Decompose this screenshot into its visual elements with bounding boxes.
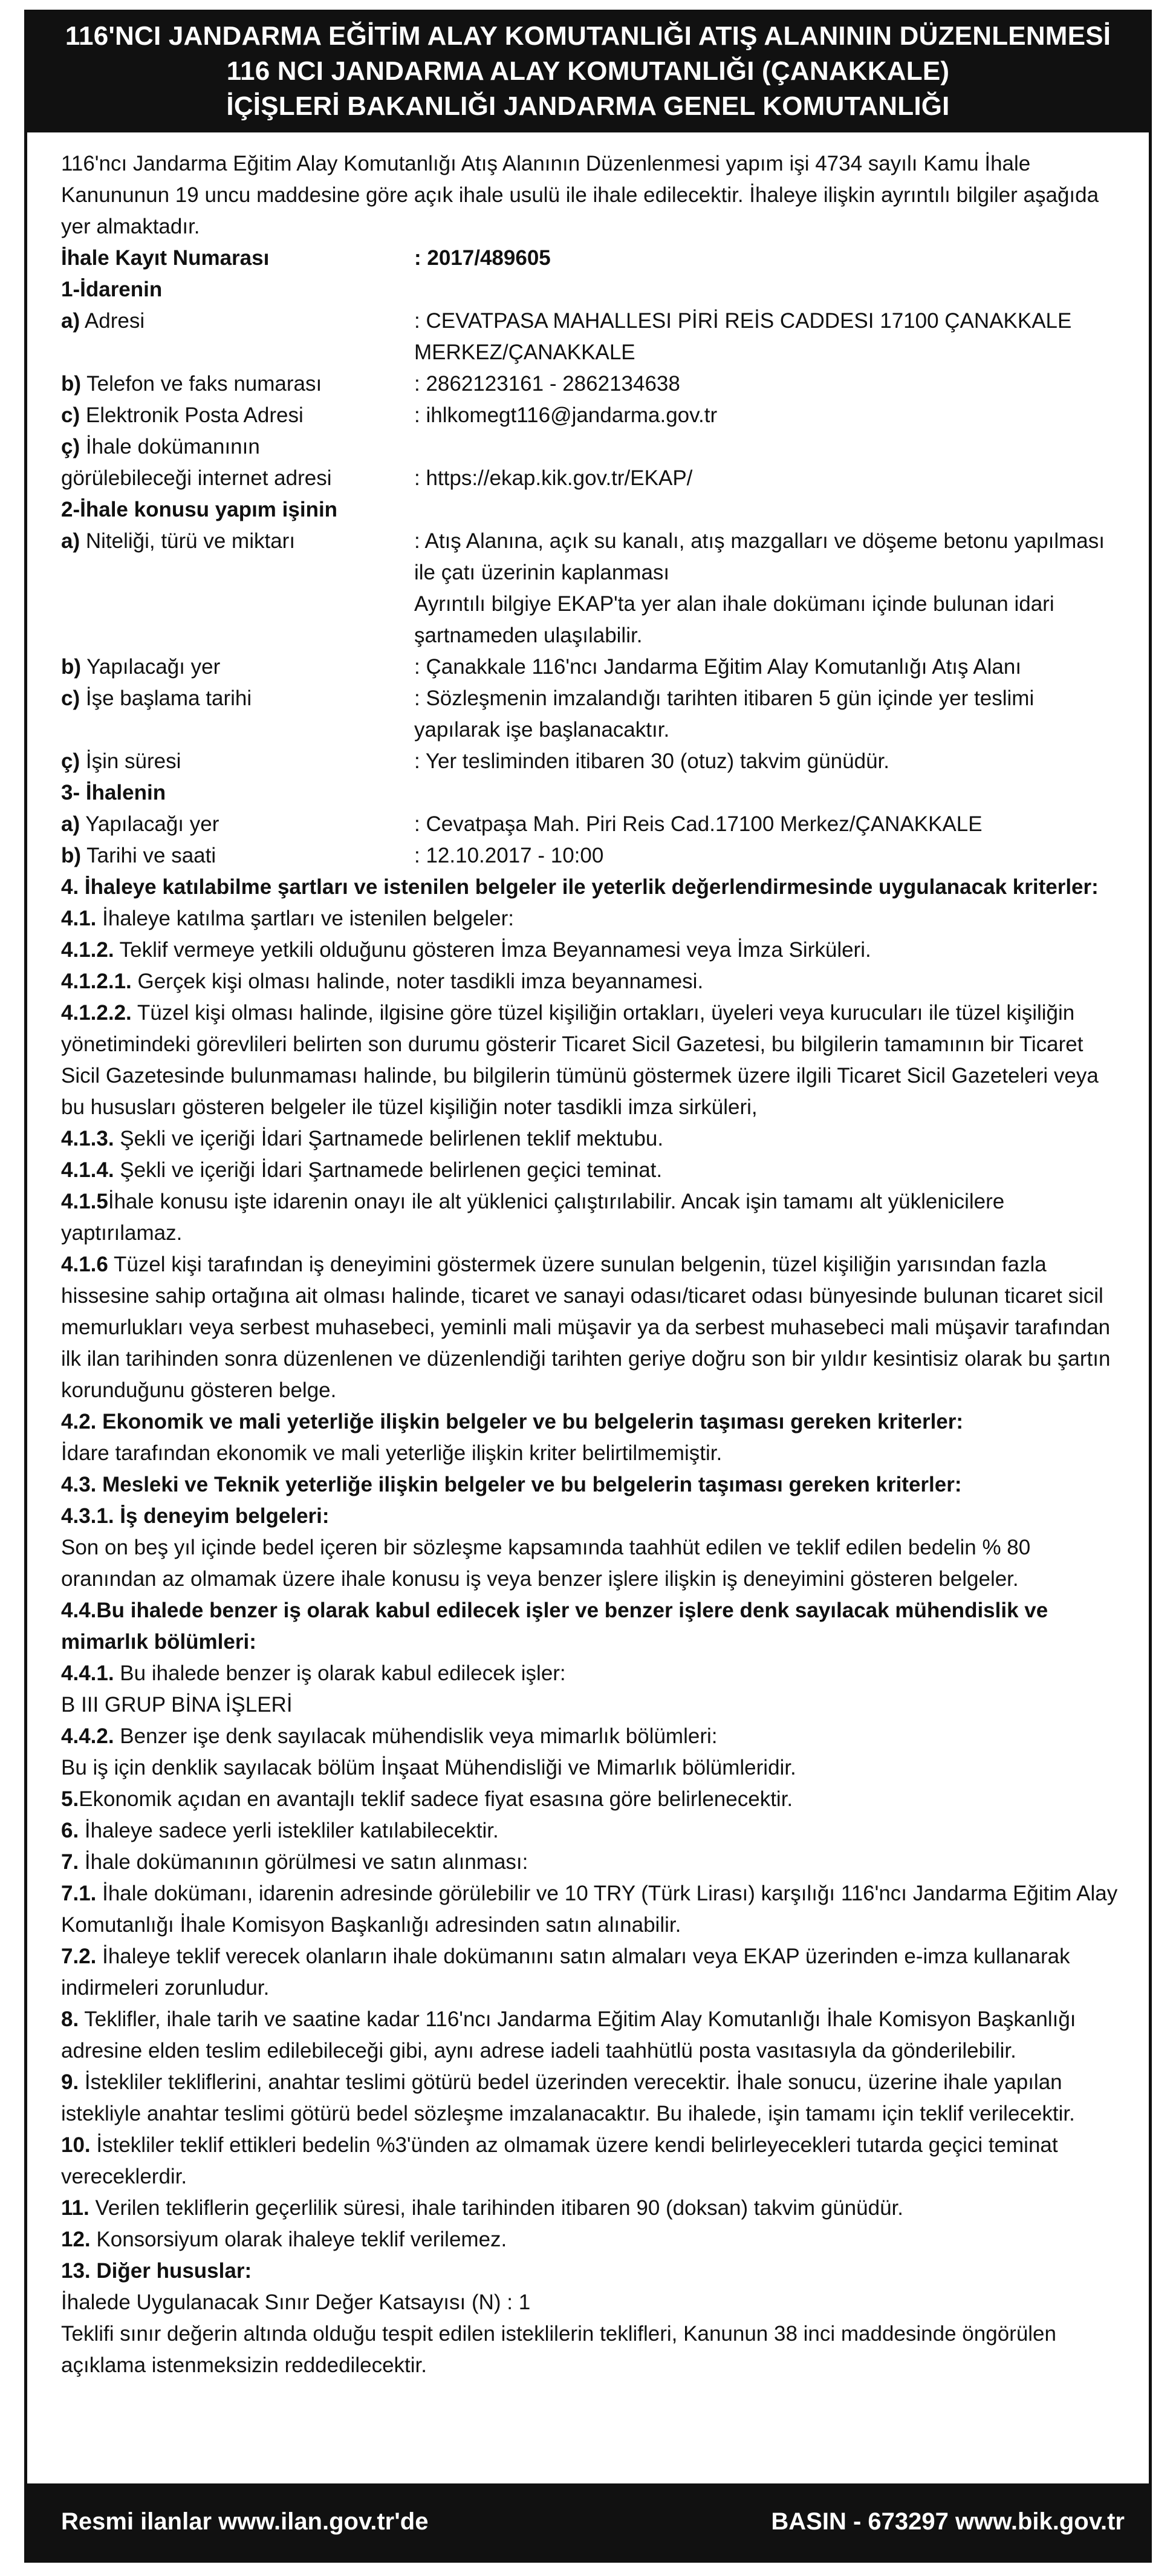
section-4-2-text: İdare tarafından ekonomik ve mali yeterliğe ilişkin kriter belirtilmemiştir.	[61, 1441, 723, 1465]
item-key: a)	[61, 309, 80, 333]
section-4-heading: 4. İhaleye katılabilme şartları ve istenilen belgeler ile yeterlik değerlendirmesinde uygulanacak kriterler:	[61, 875, 1099, 899]
yapim-baslama-row	[61, 683, 1122, 746]
clause-11	[61, 2193, 1122, 2224]
clause-4-1-3	[61, 1123, 1122, 1155]
clause-text: Şekli ve içeriği İdari Şartnamede belirlenen teklif mektubu.	[114, 1127, 664, 1150]
yapim-sure-label: İşin süresi	[80, 749, 181, 773]
clause-9	[61, 2067, 1122, 2130]
clause-4-1-4	[61, 1155, 1122, 1186]
idare-adres-row	[61, 305, 1122, 368]
clause-5	[61, 1784, 1122, 1815]
clause-number: 5.	[61, 1787, 79, 1811]
item-key: a)	[61, 529, 80, 553]
clause-4-4-2	[61, 1721, 1122, 1752]
clause-7-2	[61, 1941, 1122, 2004]
yapim-sure-row	[61, 746, 1122, 777]
clause-text: İhale dokümanı, idarenin adresinde görülebilir ve 10 TRY (Türk Lirası) karşılığı 116'ncı Jandarma Eğitim Alay Komutanlığı İhale Komisyon Başkanlığı adresinden satın alınabilir.	[61, 1882, 1118, 1937]
idare-adres-value: : CEVATPASA MAHALLESI PİRİ REİS CADDESI 17100 ÇANAKKALE MERKEZ/ÇANAKKALE	[414, 309, 1072, 364]
clause-number: 4.1.2.1.	[61, 970, 132, 993]
yapim-yer-row	[61, 651, 1122, 683]
clause-4-1-5	[61, 1186, 1122, 1249]
clause-4-1-2	[61, 934, 1122, 966]
item-key: c)	[61, 686, 80, 710]
clause-4-4-1-value: B III GRUP BİNA İŞLERİ	[61, 1693, 293, 1717]
clause-8	[61, 2004, 1122, 2067]
idare-web-value: : https://ekap.kik.gov.tr/EKAP/	[414, 466, 693, 490]
yapim-nitelik-value: : Atış Alanına, açık su kanalı, atış mazgalları ve döşeme betonu yapılması ile çatı üzerinin kaplanması	[414, 529, 1105, 584]
item-key: b)	[61, 655, 82, 679]
idare-web-row-1	[61, 431, 1122, 463]
yapim-baslama-label: İşe başlama tarihi	[80, 686, 252, 710]
section-13-heading: 13. Diğer hususlar:	[61, 2259, 252, 2283]
section-4-3-1-text: Son on beş yıl içinde bedel içeren bir sözleşme kapsamında taahhüt edilen ve teklif edilen bedelin % 80 oranından az olmamak üzere ihale konusu iş veya benzer işlere ilişkin iş deneyimini gösteren belgeler.	[61, 1536, 1031, 1591]
clause-7	[61, 1847, 1122, 1878]
ihale-tarih-label: Tarihi ve saati	[81, 844, 216, 867]
section-4-2-heading: 4.2. Ekonomik ve mali yeterliğe ilişkin belgeler ve bu belgelerin taşıması gereken kriterler:	[61, 1410, 964, 1433]
clause-number: 4.1.	[61, 907, 97, 930]
ikn-value: : 2017/489605	[414, 246, 551, 270]
clause-number: 6.	[61, 1819, 79, 1842]
clause-text: Bu ihalede benzer iş olarak kabul edilecek işler:	[114, 1661, 566, 1685]
idare-web-label-1: İhale dokümanının	[80, 435, 260, 458]
clause-4-1	[61, 903, 1122, 934]
clause-text: Teklifler, ihale tarih ve saatine kadar 116'ncı Jandarma Eğitim Alay Komutanlığı İhale Komisyon Başkanlığı adresine elden teslim edilebileceği gibi, aynı adrese iadeli taahhütlü posta vasıtasıyla da gönderilebilir.	[61, 2007, 1076, 2062]
clause-4-4-1	[61, 1658, 1122, 1689]
yapim-nitelik-label: Niteliği, türü ve miktarı	[80, 529, 296, 553]
item-key: ç)	[61, 435, 80, 458]
clause-text: Konsorsiyum olarak ihaleye teklif verilemez.	[90, 2228, 507, 2251]
ihale-yer-row	[61, 809, 1122, 840]
section-2-heading: 2-İhale konusu yapım işinin	[61, 498, 338, 521]
clause-6	[61, 1815, 1122, 1847]
yapim-sure-value: : Yer tesliminden itibaren 30 (otuz) takvim günüdür.	[414, 749, 889, 773]
idare-eposta-label: Elektronik Posta Adresi	[80, 403, 304, 427]
clause-10	[61, 2130, 1122, 2193]
clause-4-4-2-value: Bu iş için denklik sayılacak bölüm İnşaat Mühendisliği ve Mimarlık bölümleridir.	[61, 1756, 796, 1779]
clause-number: 4.1.2.2.	[61, 1001, 132, 1025]
clause-text: Tüzel kişi olması halinde, ilgisine göre tüzel kişiliğin ortakları, üyeleri veya kurucuları ile tüzel kişiliğin yönetimindeki görevlileri belirten son durumu gösterir Ticaret Sicil Gazetesi, bu bilgilerin tamamının bir Ticaret Sicil Gazetesinde bulunmaması halinde, bu bilgilerin tümünü göstermek üzere ilgili Ticaret Sicil Gazeteleri veya bu hususları gösteren belgeler ile tüzel kişiliğin noter tasdikli imza sirküleri,	[61, 1001, 1099, 1119]
announcement-body	[27, 143, 1149, 2483]
yapim-yer-value: : Çanakkale 116'ncı Jandarma Eğitim Alay Komutanlığı Atış Alanı	[414, 655, 1022, 679]
clause-number: 11.	[61, 2196, 89, 2220]
clause-text: İhale konusu işte idarenin onayı ile alt yüklenici çalıştırılabilir. Ancak işin tamamı alt yüklenicilere yaptırılamaz.	[61, 1190, 1005, 1245]
clause-text: Benzer işe denk sayılacak mühendislik veya mimarlık bölümleri:	[114, 1724, 718, 1748]
clause-text: Teklif vermeye yetkili olduğunu gösteren İmza Beyannamesi veya İmza Sirküleri.	[114, 938, 871, 962]
idare-web-row-2	[61, 463, 1122, 494]
idare-telefon-label: Telefon ve faks numarası	[81, 372, 322, 396]
clause-number: 4.4.2.	[61, 1724, 114, 1748]
clause-text: Tüzel kişi tarafından iş deneyimini göstermek üzere sunulan belgenin, tüzel kişiliğin yarısından fazla hissesine sahip ortağına ait olması halinde, ticaret ve sanayi odası/ticaret odası bünyesinde bulunan ticaret sicil memurlukları veya serbest muhasebeci, yeminli mali müşavir ya da serbest muhasebeci mali müşavir tarafından ilk ilan tarihinden sonra düzenlenen ve düzenlendiği tarihten geriye doğru son bir yıldır kesintisiz olarak bu şartın korunduğunu gösteren belge.	[61, 1253, 1111, 1402]
clause-4-1-2-1	[61, 966, 1122, 997]
ikn-row	[61, 243, 1122, 274]
idare-telefon-value: : 2862123161 - 2862134638	[414, 372, 680, 396]
header-title-line-2: 116 NCI JANDARMA ALAY KOMUTANLIĞI (ÇANAKKALE)	[226, 56, 950, 86]
clause-number: 4.4.1.	[61, 1661, 114, 1685]
intro-paragraph: 116'ncı Jandarma Eğitim Alay Komutanlığı Atış Alanının Düzenlenmesi yapım işi 4734 sayılı Kamu İhale Kanununun 19 uncu maddesine göre açık ihale usulü ile ihale edilecektir. İhaleye ilişkin ayrıntılı bilgiler aşağıda yer almaktadır.	[61, 152, 1099, 238]
idare-eposta-row	[61, 400, 1122, 431]
ihale-tarih-value: : 12.10.2017 - 10:00	[414, 844, 604, 867]
clause-text: Şekli ve içeriği İdari Şartnamede belirlenen geçici teminat.	[114, 1158, 663, 1182]
clause-number: 4.1.5	[61, 1190, 108, 1213]
clause-text: İhale dokümanının görülmesi ve satın alınması:	[79, 1850, 528, 1874]
clause-text: Verilen tekliflerin geçerlilik süresi, ihale tarihinden itibaren 90 (doksan) takvim günüdür.	[89, 2196, 903, 2220]
clause-text: İhaleye teklif verecek olanların ihale dokümanını satın almaları veya EKAP üzerinden e-imza kullanarak indirmeleri zorunludur.	[61, 1945, 1070, 2000]
clause-text: İstekliler tekliflerini, anahtar teslimi götürü bedel üzerinden verecektir. İhale sonucu, üzerine ihale yapılan istekliyle anahtar teslimi götürü bedel sözleşme imzalanacaktır. Bu ihalede, işin tamamı için teklif verilecektir.	[61, 2070, 1075, 2125]
idare-adres-label: Adresi	[80, 309, 145, 333]
clause-number: 12.	[61, 2228, 91, 2251]
ihale-yer-value: : Cevatpaşa Mah. Piri Reis Cad.17100 Merkez/ÇANAKKALE	[414, 812, 983, 836]
section-13-line-1: İhalede Uygulanacak Sınır Değer Katsayısı (N) : 1	[61, 2291, 531, 2314]
section-1-heading: 1-İdarenin	[61, 278, 163, 301]
idare-telefon-row	[61, 368, 1122, 400]
item-key: a)	[61, 812, 80, 836]
announcement-footer	[27, 2483, 1149, 2560]
clause-4-1-6	[61, 1249, 1122, 1406]
item-key: b)	[61, 844, 82, 867]
clause-number: 8.	[61, 2007, 79, 2031]
idare-eposta-value: : ihlkomegt116@jandarma.gov.tr	[414, 403, 718, 427]
yapim-nitelik-row	[61, 526, 1122, 651]
section-4-3-heading: 4.3. Mesleki ve Teknik yeterliğe ilişkin belgeler ve bu belgelerin taşıması gereken kriterler:	[61, 1473, 962, 1496]
header-title-line-1: 116'NCI JANDARMA EĞİTİM ALAY KOMUTANLIĞI ATIŞ ALANININ DÜZENLENMESİ	[65, 21, 1111, 51]
section-13-line-2: Teklifi sınır değerin altında olduğu tespit edilen isteklilerin teklifleri, Kanunun 38 inci maddesinde öngörülen açıklama istenmeksizin reddedilecektir.	[61, 2322, 1056, 2377]
ihale-yer-label: Yapılacağı yer	[80, 812, 219, 836]
clause-text: İhaleye sadece yerli istekliler katılabilecektir.	[79, 1819, 499, 1842]
idare-web-label-2: görülebileceği internet adresi	[61, 466, 332, 490]
clause-number: 4.1.3.	[61, 1127, 114, 1150]
announcement-header	[27, 13, 1149, 132]
ikn-label: İhale Kayıt Numarası	[61, 246, 270, 270]
section-4-4-heading: 4.4.Bu ihalede benzer iş olarak kabul edilecek işler ve benzer işlere denk sayılacak mühendislik ve mimarlık bölümleri:	[61, 1599, 1048, 1654]
section-4-3-1-heading: 4.3.1. İş deneyim belgeleri:	[61, 1504, 330, 1528]
header-title-line-3: İÇİŞLERİ BAKANLIĞI JANDARMA GENEL KOMUTANLIĞI	[226, 91, 950, 121]
clause-4-1-2-2	[61, 997, 1122, 1123]
clause-number: 4.1.4.	[61, 1158, 114, 1182]
yapim-nitelik-note: Ayrıntılı bilgiye EKAP'ta yer alan ihale dokümanı içinde bulunan idari şartnameden ulaşılabilir.	[414, 592, 1054, 647]
footer-left-link[interactable]: Resmi ilanlar www.ilan.gov.tr'de	[61, 2508, 429, 2535]
clause-text: Ekonomik açıdan en avantajlı teklif sadece fiyat esasına göre belirlenecektir.	[79, 1787, 793, 1811]
footer-right-link[interactable]: BASIN - 673297 www.bik.gov.tr	[771, 2508, 1125, 2535]
clause-number: 7.	[61, 1850, 79, 1874]
clause-number: 9.	[61, 2070, 79, 2094]
item-key: ç)	[61, 749, 80, 773]
clause-number: 10.	[61, 2133, 91, 2157]
announcement-frame	[24, 10, 1152, 2563]
clause-text: İstekliler teklif ettikleri bedelin %3'ünden az olmamak üzere kendi belirleyecekleri tutarda geçici teminat vereceklerdir.	[61, 2133, 1058, 2188]
section-3-heading: 3- İhalenin	[61, 781, 166, 804]
clause-text: İhaleye katılma şartları ve istenilen belgeler:	[96, 907, 515, 930]
clause-text: Gerçek kişi olması halinde, noter tasdikli imza beyannamesi.	[131, 970, 704, 993]
clause-7-1	[61, 1878, 1122, 1941]
yapim-baslama-value: : Sözleşmenin imzalandığı tarihten itibaren 5 gün içinde yer teslimi yapılarak işe başlanacaktır.	[414, 686, 1035, 742]
item-key: c)	[61, 403, 80, 427]
yapim-yer-label: Yapılacağı yer	[81, 655, 221, 679]
clause-number: 7.1.	[61, 1882, 97, 1905]
clause-number: 4.1.2.	[61, 938, 114, 962]
item-key: b)	[61, 372, 82, 396]
clause-12	[61, 2224, 1122, 2255]
clause-number: 7.2.	[61, 1945, 97, 1968]
ihale-tarih-row	[61, 840, 1122, 872]
clause-number: 4.1.6	[61, 1253, 108, 1276]
